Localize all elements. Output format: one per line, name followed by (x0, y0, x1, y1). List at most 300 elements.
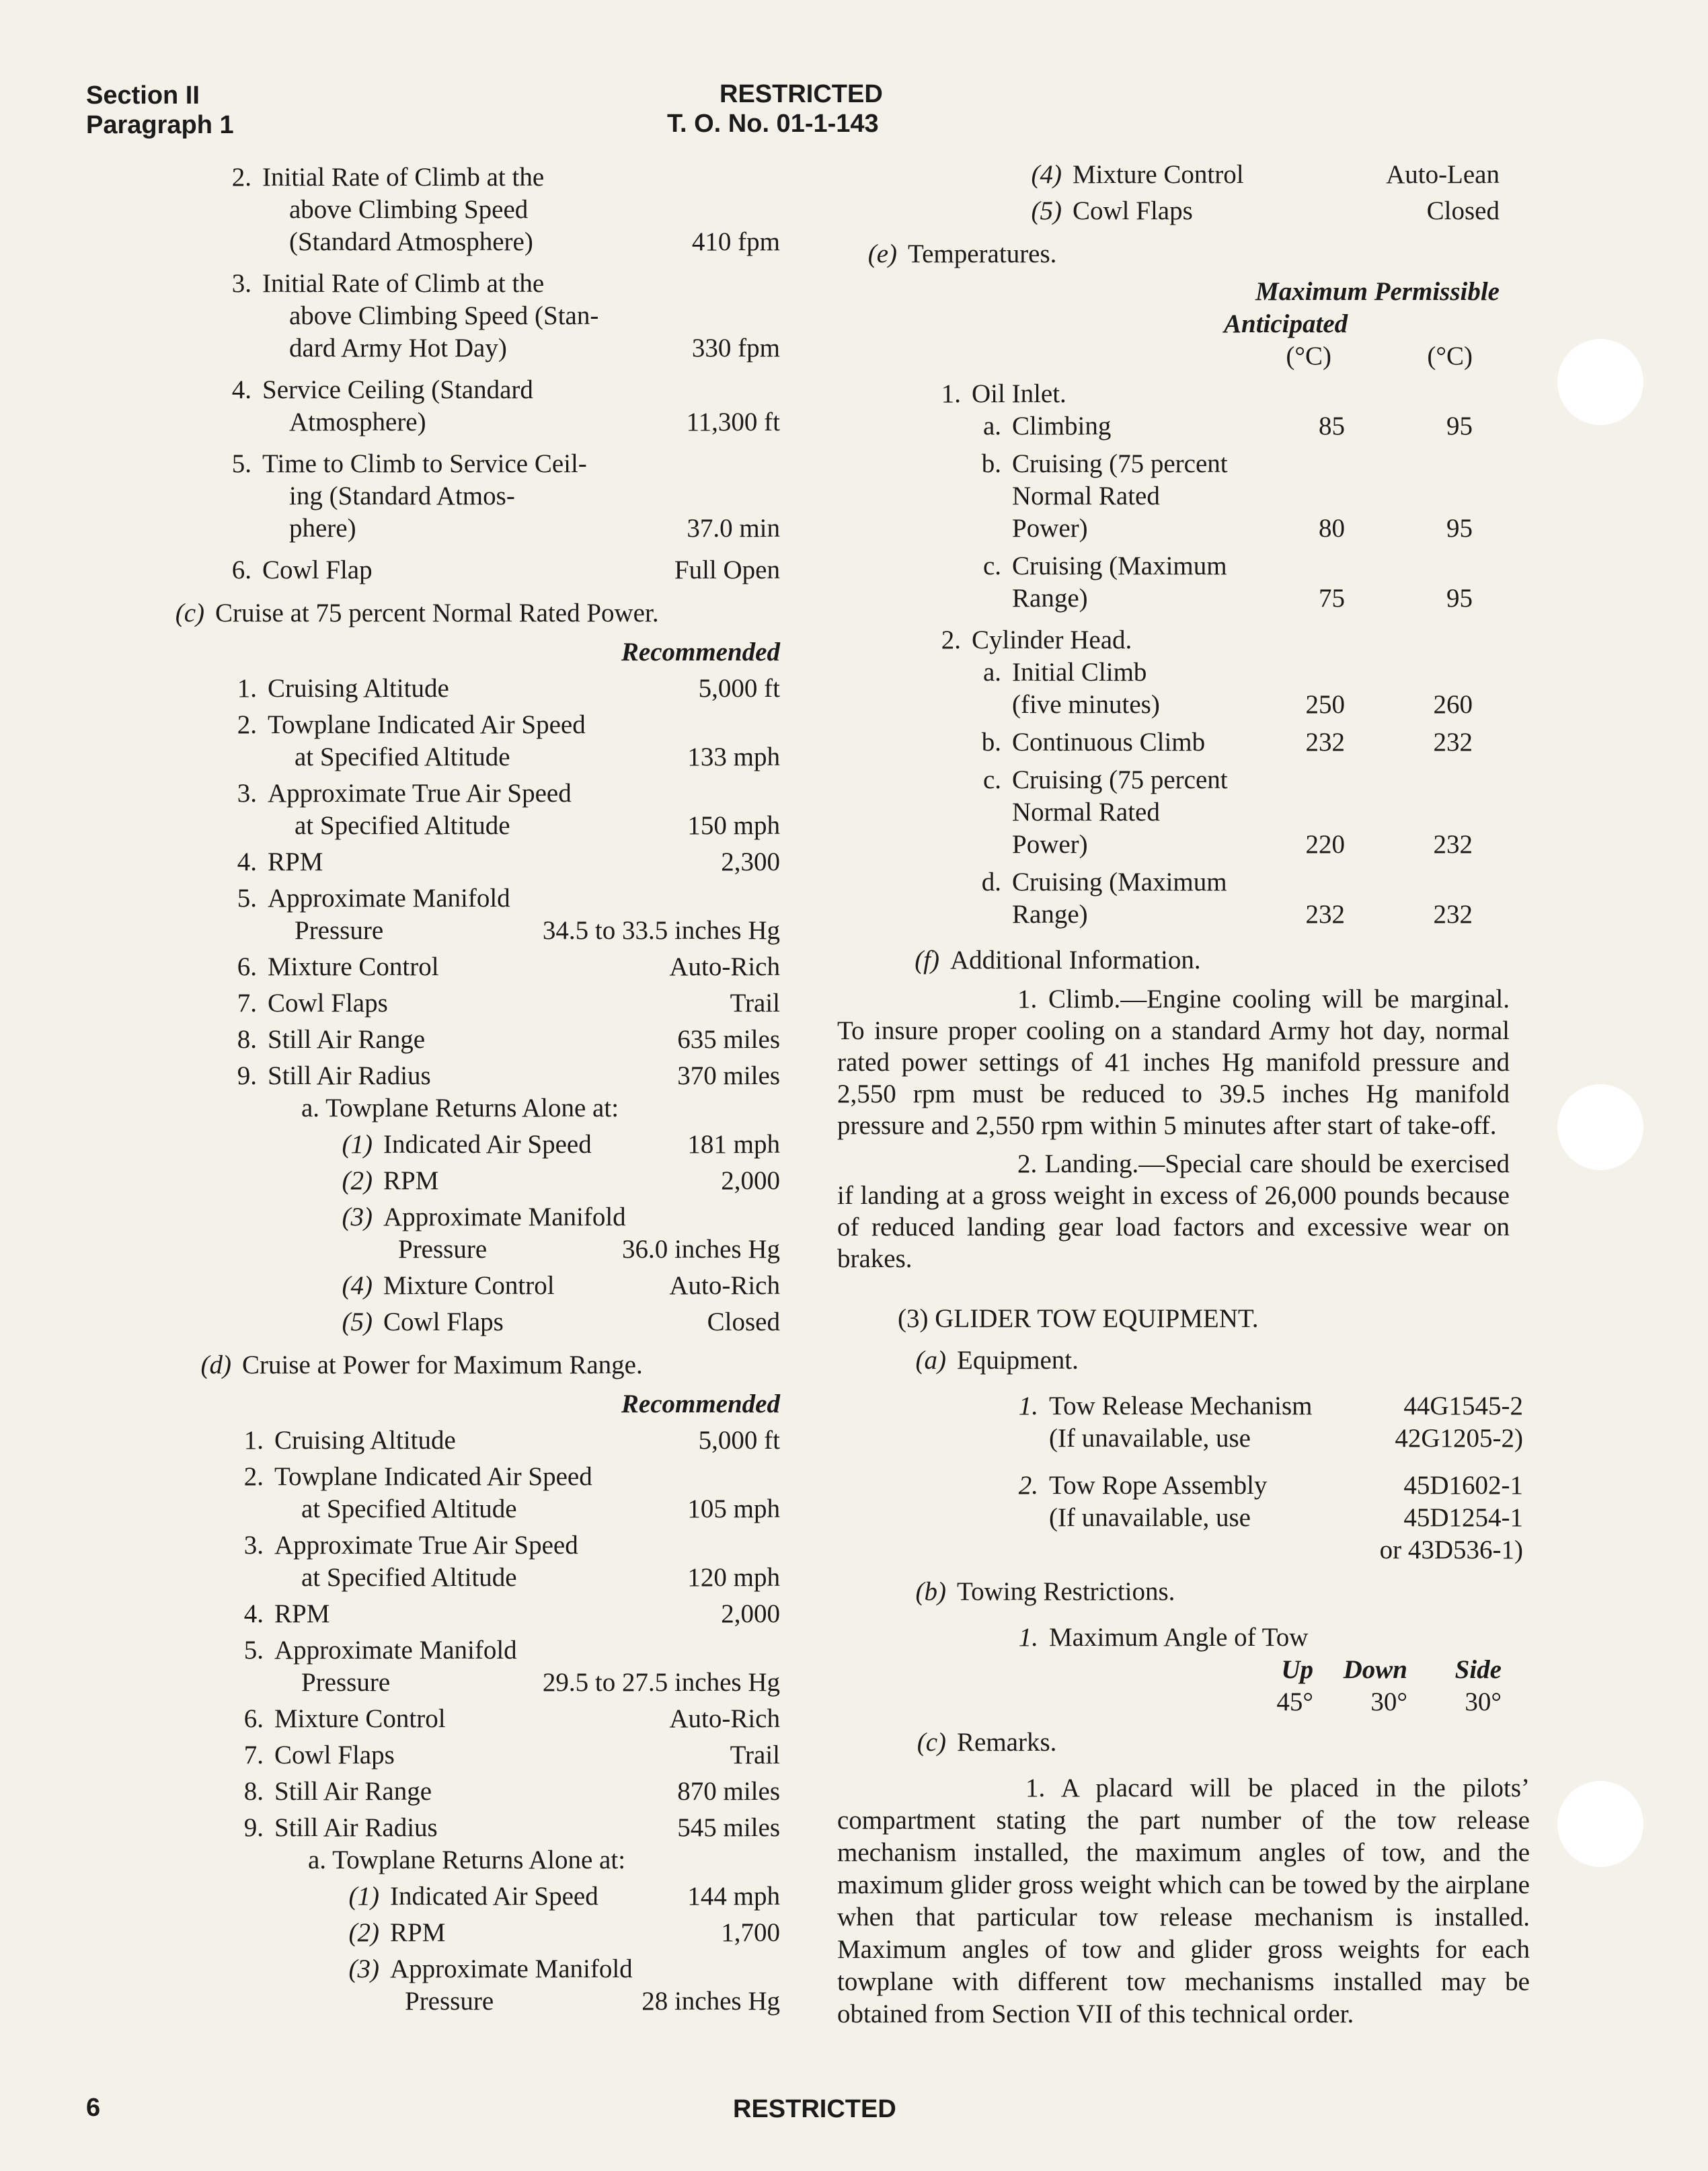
climb-item (182, 448, 780, 545)
binder-hole-middle (1557, 1084, 1643, 1170)
section-letter: (a) (915, 1346, 946, 1375)
section-heading (175, 597, 780, 630)
item-number (182, 1812, 274, 1844)
item-value: 545 miles (677, 1813, 780, 1842)
item-number (182, 161, 262, 194)
equipment-heading (837, 1344, 1516, 1377)
returns-row (182, 1985, 780, 2018)
returns-row (182, 1953, 780, 1985)
temp-anticipated: 250 (1305, 690, 1345, 719)
item-text: above Climbing Speed (289, 195, 529, 224)
row-letter: c. (982, 765, 1001, 794)
returns-title: a. Towplane Returns Alone at: (301, 1094, 619, 1122)
temp-anticipated: 80 (1319, 514, 1345, 543)
climb-row (182, 512, 780, 545)
group-title: Oil Inlet. (972, 379, 1066, 408)
item-text: Cowl Flaps (383, 1307, 504, 1336)
item-number-text: 1. (243, 1426, 264, 1455)
temperature-item: Range) (1012, 584, 1088, 613)
part-number: 45D1602-1 (1403, 1471, 1523, 1500)
temperature-units-row (837, 340, 1473, 373)
item-text: RPM (268, 847, 323, 876)
angle-head: Down (1343, 1655, 1407, 1684)
row-letter: a. (982, 412, 1001, 441)
item-number-text: (4) (342, 1271, 373, 1300)
item-number-text: 2. (243, 1462, 264, 1491)
item-number (303, 1880, 390, 1913)
item-value: 5,000 ft (698, 674, 780, 703)
item-text: Initial Rate of Climb at the (262, 269, 545, 298)
item-value: Auto-Rich (669, 952, 780, 981)
item-number-text: 4. (231, 375, 251, 404)
item-value: 144 mph (687, 1882, 780, 1911)
section-title: Towing Restrictions. (957, 1577, 1175, 1606)
section-letter: (d) (200, 1350, 231, 1379)
item-number-text: (5) (342, 1307, 373, 1336)
item-text: Approximate True Air Speed (274, 1531, 578, 1560)
cruise-row (182, 1461, 780, 1493)
climb-row (182, 194, 780, 226)
item-text: RPM (274, 1599, 330, 1628)
equipment-text: (If unavailable, use (1049, 1424, 1251, 1453)
equipment-text: Tow Release Mechanism (1049, 1392, 1313, 1420)
temperature-item: Continuous Climb (1012, 728, 1206, 757)
angle-title: Maximum Angle of Tow (1049, 1623, 1309, 1652)
item-text: Still Air Range (268, 1025, 425, 1054)
item-text: at Specified Altitude (295, 811, 510, 840)
cruise-row (182, 915, 780, 947)
cruise-row (182, 777, 780, 810)
section-letter: (c) (917, 1728, 946, 1757)
temperature-row (837, 410, 1473, 443)
item-text: Still Air Radius (268, 1061, 431, 1090)
item-text: Mixture Control (1073, 160, 1244, 189)
temperature-anticipated-row (837, 308, 1516, 340)
temperature-item: Cruising (Maximum (1012, 551, 1227, 580)
cruise-row (182, 987, 780, 1020)
cruise-row (182, 1776, 780, 1808)
cruise-item (182, 1424, 780, 1457)
item-number-text: 6. (231, 556, 251, 584)
page-number: 6 (86, 2094, 101, 2122)
equipment-item (837, 1390, 1523, 1455)
item-text: ing (Standard Atmos- (289, 482, 515, 510)
item-value: 37.0 min (687, 514, 780, 543)
returns-row (182, 1880, 780, 1913)
returns-title: a. Towplane Returns Alone at: (308, 1845, 626, 1874)
cruise-row (182, 1598, 780, 1630)
item-number (182, 709, 268, 741)
item-number-text: 6. (237, 952, 257, 981)
cruise-item (182, 1529, 780, 1594)
returns-row (182, 1917, 780, 1949)
cruise-item (182, 1060, 780, 1092)
cruise-item (182, 1812, 780, 1844)
item-text: RPM (383, 1166, 439, 1195)
item-number-text: 1. (237, 674, 257, 703)
temp-anticipated: 75 (1319, 584, 1345, 613)
temp-anticipated: 85 (1319, 412, 1345, 441)
item-number (182, 1060, 268, 1092)
cruise-item (182, 1739, 780, 1772)
cruise-row (182, 1562, 780, 1594)
temperature-item: Climbing (1012, 412, 1112, 441)
cruise-row (182, 1529, 780, 1562)
cruise-row (182, 1024, 780, 1056)
temperature-row (837, 796, 1473, 829)
temperature-row (837, 550, 1473, 582)
item-number (999, 195, 1073, 227)
temperature-row (837, 726, 1473, 759)
item-number (182, 1634, 274, 1667)
item-value: 410 fpm (691, 227, 780, 256)
row-letter: b. (981, 728, 1001, 757)
returns-item (182, 1306, 780, 1338)
equipment-number: 2. (1018, 1471, 1038, 1500)
section-title: Cruise at Power for Maximum Range. (242, 1350, 643, 1379)
left-column (175, 161, 780, 2018)
item-number (182, 554, 262, 586)
item-number (182, 846, 268, 878)
temp-permissible: 95 (1446, 584, 1473, 613)
item-number (182, 1703, 274, 1735)
paragraph-label: Paragraph 1 (86, 111, 234, 139)
item-text: Still Air Range (274, 1777, 432, 1806)
item-value: Closed (707, 1307, 780, 1336)
item-text: Pressure (301, 1668, 391, 1697)
item-value: 2,000 (721, 1599, 780, 1628)
item-number-text: 7. (243, 1741, 264, 1769)
returns-row (182, 1201, 780, 1233)
section-letter: (b) (915, 1577, 946, 1606)
item-value: 150 mph (687, 811, 780, 840)
returns-row (182, 1270, 780, 1302)
row-letter: d. (981, 868, 1001, 897)
item-text: Indicated Air Speed (383, 1130, 592, 1159)
item-text: at Specified Altitude (301, 1563, 517, 1592)
item-text: Towplane Indicated Air Speed (268, 710, 586, 739)
cruise-item (182, 1634, 780, 1699)
order-number: T. O. No. 01-1-143 (667, 110, 879, 138)
climb-row (182, 226, 780, 258)
angle-head: Side (1454, 1655, 1502, 1684)
part-number: 42G1205-2) (1395, 1424, 1523, 1453)
angle-head: Up (1281, 1655, 1313, 1684)
cruise-item (182, 846, 780, 878)
returns-label (182, 1092, 780, 1125)
item-text: Approximate Manifold (274, 1636, 517, 1665)
climb-row (182, 374, 780, 406)
item-number (182, 448, 262, 480)
returns-row (182, 1233, 780, 1266)
climb-item (182, 374, 780, 439)
cruise-row (182, 1493, 780, 1525)
item-number (182, 951, 268, 983)
temp-permissible: 95 (1446, 514, 1473, 543)
section-label: Section II (86, 81, 200, 110)
item-number (296, 1270, 383, 1302)
returns-item (182, 1165, 780, 1197)
cruise-row (182, 1060, 780, 1092)
unit-permissible: (°C) (1427, 342, 1473, 371)
returns-row (182, 1306, 780, 1338)
temperature-row (837, 899, 1473, 931)
row-letter: a. (982, 658, 1001, 687)
item-number (303, 1953, 390, 1985)
angle-value: 45° (1276, 1687, 1313, 1716)
temperature-item: (five minutes) (1012, 690, 1160, 719)
temp-permissible: 232 (1433, 728, 1473, 757)
item-text: at Specified Altitude (295, 742, 510, 771)
temperature-item: Cruising (Maximum (1012, 868, 1227, 897)
section-heading (837, 944, 1516, 977)
item-number-text: 5. (231, 449, 251, 478)
item-text: phere) (289, 514, 356, 543)
recommended-label: Recommended (621, 1389, 780, 1418)
footer-restricted: RESTRICTED (733, 2095, 896, 2123)
item-number (182, 268, 262, 300)
cruise-row (182, 1424, 780, 1457)
temperature-row (837, 656, 1473, 689)
item-number-text: 7. (237, 989, 257, 1018)
cruise-row (182, 1667, 780, 1699)
item-value: Closed (1426, 196, 1500, 225)
item-value: 11,300 ft (686, 408, 780, 436)
group-number: 1. (941, 379, 961, 408)
item-value: 2,300 (721, 847, 780, 876)
temperature-row (837, 448, 1473, 480)
item-number (999, 159, 1073, 191)
restrictions-heading (837, 1576, 1516, 1608)
angle-value: 30° (1465, 1687, 1502, 1716)
item-number-text: 4. (243, 1599, 264, 1628)
equipment-text: Tow Rope Assembly (1049, 1471, 1268, 1500)
cruise-item (182, 1461, 780, 1525)
item-value: 181 mph (687, 1130, 780, 1159)
cruise-row (182, 1812, 780, 1844)
item-number (182, 1598, 274, 1630)
part-number: 44G1545-2 (1403, 1392, 1523, 1420)
section-letter: (e) (867, 239, 897, 268)
info-paragraph: 1. Climb.—Engine cooling will be marginal. To insure proper cooling on a standard Army hot day, normal rated power settings of 41 inches Hg manifold pressure and 2,550 rpm must be reduced to 39.5 inches Hg manifold pressure and 2,550 rpm within 5 minutes after start of take-off. (837, 985, 1510, 1140)
returns-item (182, 1270, 780, 1302)
cruise-item (182, 1703, 780, 1735)
temperature-row (837, 689, 1473, 721)
cruise-row (182, 673, 780, 705)
temp-anticipated: 220 (1305, 830, 1345, 859)
equipment-row (837, 1470, 1523, 1502)
section-title: Cruise at 75 percent Normal Rated Power. (215, 599, 659, 627)
angle-number: 1. (1018, 1623, 1038, 1652)
top-row (837, 195, 1500, 227)
item-number-text: (5) (1031, 196, 1062, 225)
item-number (182, 1529, 274, 1562)
item-number (182, 987, 268, 1020)
item-number (182, 1776, 274, 1808)
item-number (182, 777, 268, 810)
cruise-item (182, 882, 780, 947)
equipment-number: 1. (1018, 1392, 1038, 1420)
item-number (303, 1917, 390, 1949)
returns-label (182, 1844, 780, 1876)
right-column (837, 159, 1530, 2030)
climb-row (182, 406, 780, 439)
item-number-text: 2. (237, 710, 257, 739)
cruise-item (182, 1776, 780, 1808)
top-row (837, 159, 1500, 191)
item-value: 370 miles (677, 1061, 780, 1090)
item-number-text: 3. (243, 1531, 264, 1560)
section-title: Equipment. (957, 1346, 1079, 1375)
item-number (182, 673, 268, 705)
section-letter: (c) (175, 599, 204, 627)
item-value: 5,000 ft (698, 1426, 780, 1455)
angle-values (837, 1686, 1516, 1718)
item-value: 105 mph (687, 1494, 780, 1523)
item-value: Full Open (674, 556, 780, 584)
item-text: Mixture Control (268, 952, 439, 981)
temp-permissible: 95 (1446, 412, 1473, 441)
item-value: 34.5 to 33.5 inches Hg (542, 916, 780, 945)
item-value: 29.5 to 27.5 inches Hg (542, 1668, 780, 1697)
item-number-text: 6. (243, 1704, 264, 1733)
cruise-row (182, 741, 780, 773)
equipment-row (837, 1390, 1523, 1422)
item-text: Mixture Control (383, 1271, 555, 1300)
returns-item (182, 1129, 780, 1161)
item-text: Cowl Flaps (1073, 196, 1193, 225)
cruise-item (182, 709, 780, 773)
item-number (296, 1201, 383, 1233)
item-number (182, 1024, 268, 1056)
returns-row (182, 1129, 780, 1161)
cruise-row (182, 846, 780, 878)
item-number-text: 8. (237, 1025, 257, 1054)
equipment-row (837, 1502, 1523, 1534)
item-text: (Standard Atmosphere) (289, 227, 533, 256)
climb-row (182, 268, 780, 300)
item-number (296, 1165, 383, 1197)
climb-row (182, 161, 780, 194)
item-text: Cowl Flaps (274, 1741, 395, 1769)
item-number-text: (4) (1031, 160, 1062, 189)
temperature-group-heading (837, 624, 1516, 656)
temp-anticipated: 232 (1305, 728, 1345, 757)
item-text: Approximate True Air Speed (268, 779, 572, 808)
item-value: 870 miles (677, 1777, 780, 1806)
item-text: Approximate Manifold (390, 1954, 633, 1983)
temperature-item: Power) (1012, 830, 1088, 859)
item-text: Indicated Air Speed (390, 1882, 598, 1911)
item-number-text: 4. (237, 847, 257, 876)
equipment-row (837, 1422, 1523, 1455)
item-number (296, 1129, 383, 1161)
temperature-item: Power) (1012, 514, 1088, 543)
section-title: Temperatures. (908, 239, 1057, 268)
item-text: Still Air Radius (274, 1813, 438, 1842)
part-number: or 43D536-1) (1379, 1535, 1523, 1564)
item-value: 120 mph (687, 1563, 780, 1592)
item-number (182, 1424, 274, 1457)
item-number-text: (2) (348, 1918, 379, 1947)
temp-permissible: 260 (1433, 690, 1473, 719)
item-value: 28 inches Hg (642, 1987, 780, 2016)
item-value: Auto-Lean (1386, 160, 1500, 189)
remarks-heading (837, 1726, 1516, 1759)
item-value: Trail (730, 1741, 780, 1769)
section-title: Additional Information. (950, 946, 1201, 975)
temperature-group-heading (837, 378, 1516, 410)
item-text: dard Army Hot Day) (289, 334, 507, 363)
group-title: Cylinder Head. (972, 625, 1132, 654)
cruise-row (182, 1739, 780, 1772)
remarks-paragraph: 1. A placard will be placed in the pilots’ compartment stating the part number of the tow release mechanism installed, the maximum angles of tow, and the maximum glider gross weight which can be towed by the airplane when that particular tow release mechanism is installed. Maximum angles of tow and glider gross weights for each towplane with different tow mechanisms installed may be obtained from Section VII of this technical order. (837, 1774, 1530, 2028)
climb-item (182, 268, 780, 365)
binder-hole-bottom (1557, 1781, 1643, 1867)
item-number (182, 1461, 274, 1493)
cruise-row (182, 1703, 780, 1735)
top-item (837, 195, 1500, 227)
item-text: Pressure (405, 1987, 494, 2016)
returns-item (182, 1880, 780, 1913)
info-paragraph: 2. Landing.—Special care should be exercised if landing at a gross weight in excess of 26,000 pounds because of reduced landing gear load factors and excessive wear on brakes. (837, 1149, 1510, 1273)
angle-title-row (837, 1622, 1516, 1654)
cruise-row (182, 709, 780, 741)
returns-item (182, 1953, 780, 2018)
item-text: Approximate Manifold (383, 1203, 626, 1231)
item-text: Cruising Altitude (274, 1426, 456, 1455)
item-value: 36.0 inches Hg (621, 1235, 780, 1264)
item-text: Cruising Altitude (268, 674, 449, 703)
item-text: Pressure (398, 1235, 488, 1264)
cruise-item (182, 673, 780, 705)
temperature-item: Cruising (75 percent (1012, 449, 1228, 478)
item-text: Cowl Flap (262, 556, 373, 584)
item-number-text: 9. (237, 1061, 257, 1090)
item-number-text: 3. (237, 779, 257, 808)
item-text: RPM (390, 1918, 446, 1947)
item-text: Initial Rate of Climb at the (262, 163, 545, 192)
temperature-column-heads: Maximum Permissible (1255, 277, 1500, 306)
temperature-row (837, 512, 1473, 545)
temperature-item: Range) (1012, 900, 1088, 929)
equipment-row (837, 1534, 1523, 1566)
item-value: 330 fpm (691, 334, 780, 363)
returns-item (182, 1917, 780, 1949)
returns-item (182, 1201, 780, 1266)
item-text: above Climbing Speed (Stan- (289, 301, 599, 330)
temperature-row (837, 582, 1473, 615)
item-value: 635 miles (677, 1025, 780, 1054)
item-text: Cowl Flaps (268, 989, 388, 1018)
header-restricted: RESTRICTED (720, 80, 883, 108)
item-value: Trail (730, 989, 780, 1018)
anticipated-label: Anticipated (1224, 309, 1348, 338)
recommended-label: Recommended (621, 638, 780, 666)
climb-item (182, 161, 780, 258)
climb-row (182, 332, 780, 365)
climb-row (182, 480, 780, 512)
item-number-text: (3) (342, 1203, 373, 1231)
item-number-text: 5. (243, 1636, 264, 1665)
angle-heads (837, 1654, 1516, 1686)
temperature-item: Normal Rated (1012, 482, 1160, 510)
item-value: 2,000 (721, 1166, 780, 1195)
section-letter: (f) (915, 946, 939, 975)
climb-row (182, 300, 780, 332)
item-number-text: (2) (342, 1166, 373, 1195)
equipment-text: (If unavailable, use (1049, 1503, 1251, 1532)
